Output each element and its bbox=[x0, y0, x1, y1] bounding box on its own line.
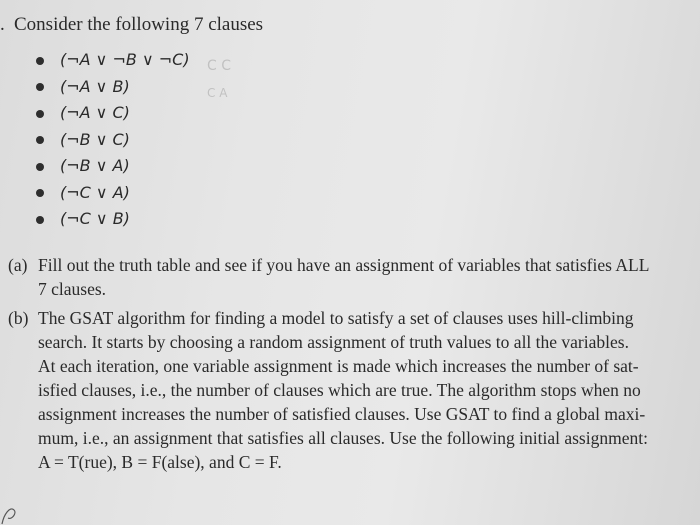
text-line: assignment increases the number of satisfied clauses. Use GSAT to find a global maxi- bbox=[38, 404, 646, 424]
text-line: The GSAT algorithm for finding a model to satisfy a set of clauses uses hill-climbing bbox=[38, 308, 634, 328]
part-a bbox=[8, 253, 680, 301]
pencil-annotation: C C bbox=[207, 58, 232, 74]
part-b bbox=[8, 306, 680, 474]
list-item bbox=[36, 179, 190, 206]
bullet-icon bbox=[36, 83, 44, 91]
list-item bbox=[36, 126, 190, 153]
list-item bbox=[36, 99, 190, 126]
bullet-icon bbox=[36, 163, 44, 171]
bullet-icon bbox=[36, 216, 44, 224]
list-item bbox=[36, 46, 190, 73]
list-item bbox=[36, 73, 190, 100]
text-line: A = T(rue), B = F(alse), and C = F. bbox=[38, 452, 282, 472]
pencil-annotation: C A bbox=[207, 86, 228, 100]
clause-list bbox=[36, 46, 190, 232]
clause-text: (¬C ∨ A) bbox=[60, 182, 130, 202]
clause-text: (¬C ∨ B) bbox=[60, 209, 130, 228]
bullet-icon bbox=[36, 136, 44, 144]
text-line: isfied clauses, i.e., the number of clauses which are true. The algorithm stops when no bbox=[38, 380, 641, 400]
part-a-text bbox=[38, 253, 680, 301]
clause-text: (¬B ∨ C) bbox=[60, 129, 130, 149]
question-intro: Consider the following 7 clauses bbox=[14, 14, 264, 35]
text-line: 7 clauses. bbox=[38, 279, 107, 299]
clause-text: (¬A ∨ C) bbox=[60, 103, 130, 122]
question-number: . bbox=[0, 14, 5, 35]
clause-text: (¬B ∨ A) bbox=[60, 156, 130, 175]
list-item bbox=[36, 205, 190, 232]
part-a-label: (a) bbox=[8, 255, 28, 275]
list-item bbox=[36, 152, 190, 179]
text-line: search. It starts by choosing a random assignment of truth values to all the variables. bbox=[38, 332, 629, 352]
pen-scribble-icon bbox=[0, 500, 24, 525]
bullet-icon bbox=[36, 57, 44, 65]
text-line: At each iteration, one variable assignment is made which increases the number of sat- bbox=[38, 356, 639, 376]
bullet-icon bbox=[36, 189, 44, 197]
bullet-icon bbox=[36, 110, 44, 118]
clause-text: (¬A ∨ B) bbox=[60, 76, 130, 96]
part-b-label: (b) bbox=[8, 308, 29, 328]
text-line: mum, i.e., an assignment that satisfies all clauses. Use the following initial assignment: bbox=[38, 428, 648, 448]
clause-text: (¬A ∨ ¬B ∨ ¬C) bbox=[60, 50, 190, 69]
part-b-text bbox=[38, 306, 680, 474]
text-line: Fill out the truth table and see if you have an assignment of variables that satisfies ALL bbox=[38, 255, 650, 275]
